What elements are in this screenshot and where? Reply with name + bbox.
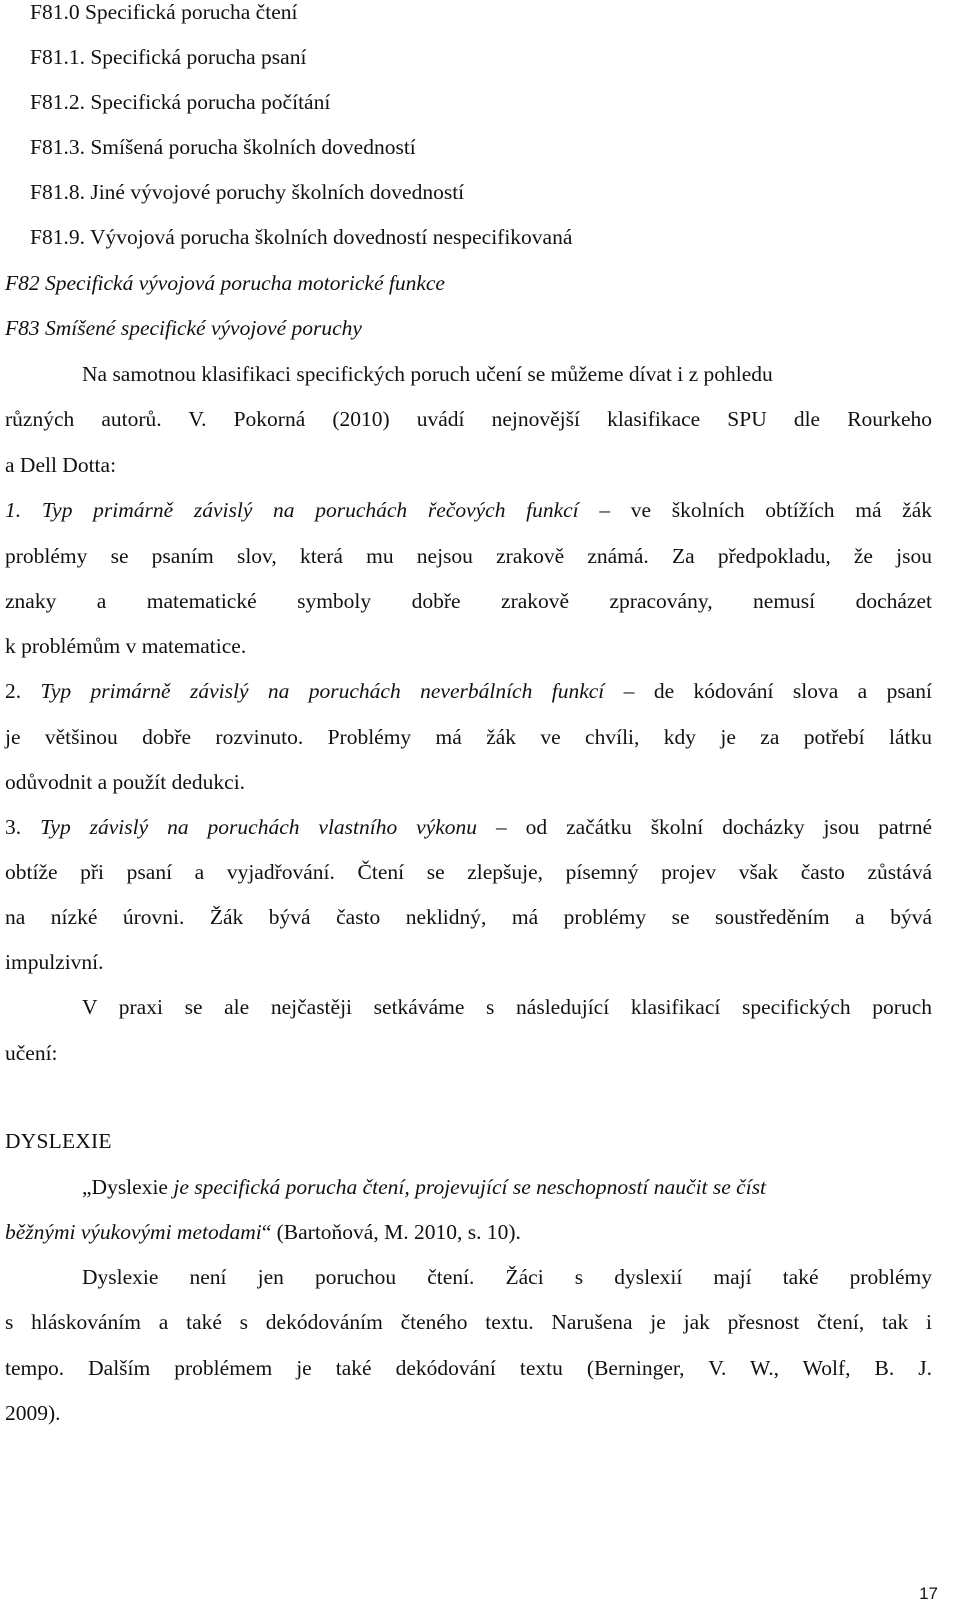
intro-line-1: Na samotnou klasifikaci specifických poruch učení se můžeme dívat i z pohledu (82, 362, 773, 386)
quote-line-1: „Dyslexie je specifická porucha čtení, projevující se neschopností naučit se číst (82, 1175, 767, 1199)
list-item-f81-1: F81.1. Specifická porucha psaní (30, 45, 307, 69)
type3-line-4: impulzivní. (5, 950, 104, 974)
list-item-f81-3: F81.3. Smíšená porucha školních dovedností (30, 135, 416, 159)
quote-line-2: běžnými výukovými metodami“ (Bartoňová, M. 2010, s. 10). (5, 1220, 521, 1244)
type1-line-2: problémy se psaním slov, která mu nejsou zrakově známá. Za předpokladu, že jsou (5, 544, 932, 568)
type1-line-3: znaky a matematické symboly dobře zrakově zpracovány, nemusí docházet (5, 589, 932, 613)
list-item-f81-2: F81.2. Specifická porucha počítání (30, 90, 331, 114)
type1-line-4: k problémům v matematice. (5, 634, 247, 658)
dyslexie-line-1: Dyslexie není jen poruchou čtení. Žáci s dyslexií mají také problémy (82, 1265, 932, 1289)
dyslexie-line-2: s hláskováním a také s dekódováním čteného textu. Narušena je jak přesnost čtení, tak i (5, 1310, 932, 1334)
type1-line-1: 1. Typ primárně závislý na poruchách řečových funkcí – ve školních obtížích má žák (5, 498, 933, 522)
practice-line-1: V praxi se ale nejčastěji setkáváme s následující klasifikací specifických poruch (82, 995, 932, 1019)
list-item-f81-0: F81.0 Specifická porucha čtení (30, 0, 298, 24)
list-item-f82: F82 Specifická vývojová porucha motorické funkce (5, 271, 445, 295)
page-number: 17 (919, 1584, 938, 1603)
dyslexie-line-3: tempo. Dalším problémem je také dekódování textu (Berninger, V. W., Wolf, B. J. (5, 1356, 932, 1380)
practice-line-2: učení: (5, 1041, 58, 1065)
intro-line-2: různých autorů. V. Pokorná (2010) uvádí nejnovější klasifikace SPU dle Rourkeho (5, 407, 932, 431)
dyslexie-line-4: 2009). (5, 1401, 61, 1425)
type2-line-2: je většinou dobře rozvinuto. Problémy má žák ve chvíli, kdy je za potřebí látku (5, 725, 932, 749)
type2-line-3: odůvodnit a použít dedukci. (5, 770, 246, 794)
section-heading-dyslexie: DYSLEXIE (5, 1129, 112, 1153)
list-item-f81-8: F81.8. Jiné vývojové poruchy školních dovedností (30, 180, 465, 204)
list-item-f81-9: F81.9. Vývojová porucha školních dovedností nespecifikovaná (30, 225, 573, 249)
type3-line-1: 3. Typ závislý na poruchách vlastního výkonu – od začátku školní docházky jsou patrné (5, 815, 932, 839)
type2-line-1: 2. Typ primárně závislý na poruchách neverbálních funkcí – de kódování slova a psaní (5, 679, 932, 703)
type3-line-2: obtíže při psaní a vyjadřování. Čtení se zlepšuje, písemný projev však často zůstává (5, 860, 932, 884)
type3-line-3: na nízké úrovni. Žák bývá často neklidný, má problémy se soustředěním a bývá (5, 905, 932, 929)
list-item-f83: F83 Smíšené specifické vývojové poruchy (5, 316, 362, 340)
intro-line-3: a Dell Dotta: (5, 453, 117, 477)
